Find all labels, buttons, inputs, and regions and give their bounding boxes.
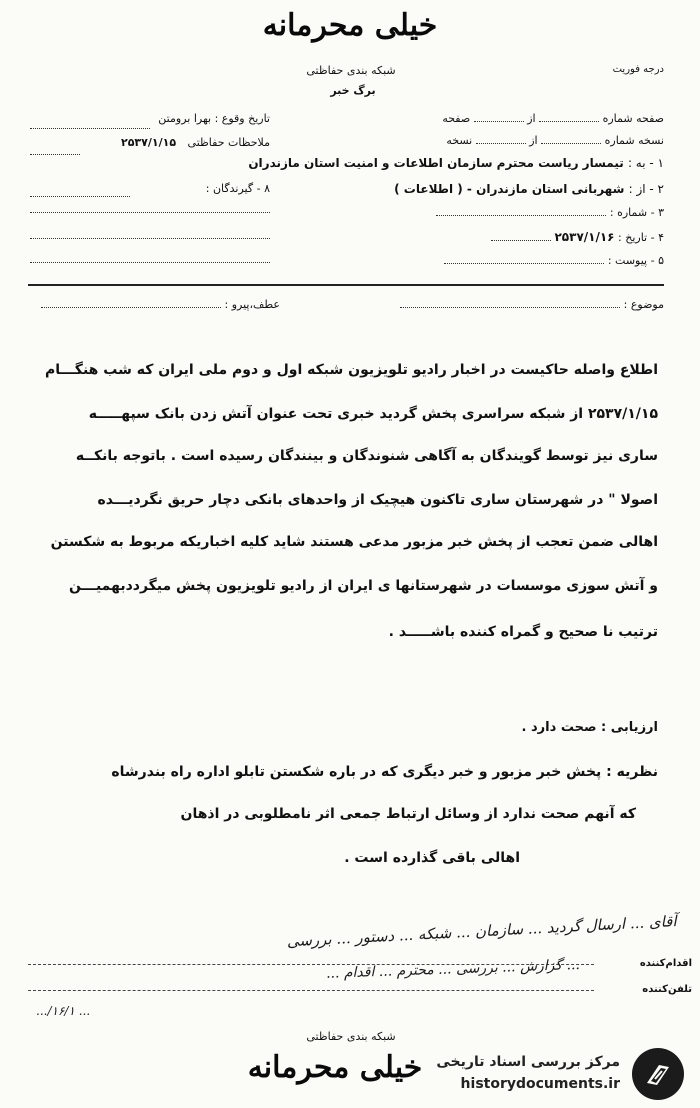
form-title: برگ خبر — [330, 84, 376, 97]
body-line-1: اطلاع واصله حاکیست در اخبار رادیو تلویزیون شبکه اول و دوم ملی ایران که شب هنگـــام — [44, 362, 658, 378]
routing-date-value: ۲۵۳۷/۱/۱۶ — [554, 230, 615, 244]
routing-from-label: ۲ - از : — [628, 182, 664, 196]
copy-number-label: نسخه شماره — [604, 134, 664, 147]
handwritten-margin-note: ... ۱۶/۱/... — [36, 1004, 91, 1018]
urgency-label: درجه فوریت — [612, 64, 664, 75]
page-of-label: از — [527, 112, 536, 125]
routing-date-row — [404, 230, 664, 244]
followup-row — [30, 298, 280, 311]
event-date-value: بهرا برومتن — [158, 112, 212, 125]
side-label-2: تلفن‌کننده — [642, 984, 692, 995]
recipients-label: ۸ - گیرندگان : — [205, 182, 270, 195]
event-date-dots — [30, 128, 150, 129]
security-notes-label: ملاحظات حفاظتی — [187, 136, 270, 149]
watermark-title: مرکز بررسی اسناد تاریخی — [436, 1054, 620, 1070]
page-number-row — [404, 112, 664, 125]
header-divider — [28, 284, 664, 286]
body-line-5: اهالی ضمن تعجب از پخش خبر مزبور مدعی هستند شاید کلیه اخباریکه مربوط به شکستن — [50, 534, 658, 550]
evaluation-row — [358, 720, 658, 735]
watermark-url: historydocuments.ir — [460, 1076, 620, 1092]
routing-number-label: ۳ - شماره : — [609, 206, 664, 219]
body-line-4: اصولا " در شهرستان ساری تاکنون هیچیک از واحدهای بانکی دچار حریق نگردیـــده — [97, 492, 658, 508]
followup-label: عطف،پیرو : — [224, 298, 280, 311]
routing-to-row — [248, 156, 664, 170]
routing-to-label: ۱ - به : — [627, 156, 664, 170]
handwritten-rule-2 — [28, 990, 594, 991]
body-line-6: و آتش سوزی موسسات در شهرستانها ی ایران از رادیو تلویزیون پخش میگرددبهمیـــن — [69, 578, 658, 594]
evaluation-value: صحت دارد . — [521, 720, 597, 735]
routing-to-value: تیمسار ریاست محترم سازمان اطلاعات و امنیت استان مازندران — [248, 156, 624, 170]
security-notes-value: ۲۵۳۷/۱/۱۵ — [121, 136, 177, 149]
event-date-label: تاریخ وقوع : — [214, 112, 270, 125]
routing-from-value: شهربانی استان مازندران - ( اطلاعات ) — [394, 182, 625, 196]
body-line-3: ساری نیز توسط گویندگان به آگاهی شنوندگان و بینندگان رسیده است . باتوجه بانکــه — [75, 448, 658, 464]
body-line-7: ترتیب نا صحیح و گمراه کننده باشـــــد . — [388, 624, 658, 640]
routing-from-row — [264, 182, 664, 196]
recipients-line-1 — [30, 196, 130, 197]
recipients-line-3 — [30, 238, 270, 239]
copy-unit: نسخه — [446, 134, 473, 147]
page-number-label: صفحه شماره — [602, 112, 664, 125]
unit-label-top: شبکه بندی حفاظتی — [306, 64, 396, 77]
copy-of-label: از — [529, 134, 538, 147]
page-unit: صفحه — [442, 112, 471, 125]
opinion-line-2: که آنهم صحت ندارد از وسائل ارتباط جمعی اثر نامطلوبی در اذهان — [180, 806, 636, 822]
routing-attachment-label: ۵ - پیوست : — [607, 254, 664, 267]
watermark — [436, 1050, 690, 1100]
opinion-line-1: نظریه : پخش خبر مزبور و خبر دیگری که در باره شکستن تابلو اداره راه بندرشاه — [111, 764, 658, 780]
classification-stamp-top: خیلی محرمانه — [262, 8, 438, 43]
document-archive-logo-icon — [632, 1048, 684, 1100]
unit-label-bottom: شبکه بندی حفاظتی — [306, 1030, 396, 1043]
routing-date-label: ۴ - تاریخ : — [618, 231, 664, 244]
evaluation-label: ارزیابی : — [601, 720, 658, 735]
handwritten-note-line-2: ... گزارش ... بررسی ... محترم ... اقدام ... — [325, 956, 581, 982]
side-label-1: اقدام‌کننده — [639, 958, 692, 969]
recipients-line-2 — [30, 212, 270, 213]
security-notes-row — [30, 136, 270, 149]
routing-number-row — [404, 206, 664, 219]
subject-row — [364, 298, 664, 311]
routing-attachment-row — [404, 254, 664, 267]
handwritten-note-line-1: آقای ... ارسال گردید ... سازمان ... شبکه ... دستور ... بررسی — [286, 912, 677, 951]
subject-label: موضوع : — [623, 298, 664, 311]
event-date-row — [30, 112, 270, 125]
opinion-line-3: اهالی باقی گذارده است . — [344, 850, 520, 866]
security-notes-dots — [30, 154, 80, 155]
body-line-2: ۲۵۳۷/۱/۱۵ از شبکه سراسری پخش گردید خبری تحت عنوان آتش زدن بانک سپهـــــه — [88, 406, 658, 422]
copy-number-row — [404, 134, 664, 147]
recipients-line-4 — [30, 262, 270, 263]
classification-stamp-bottom: خیلی محرمانه — [247, 1050, 423, 1085]
